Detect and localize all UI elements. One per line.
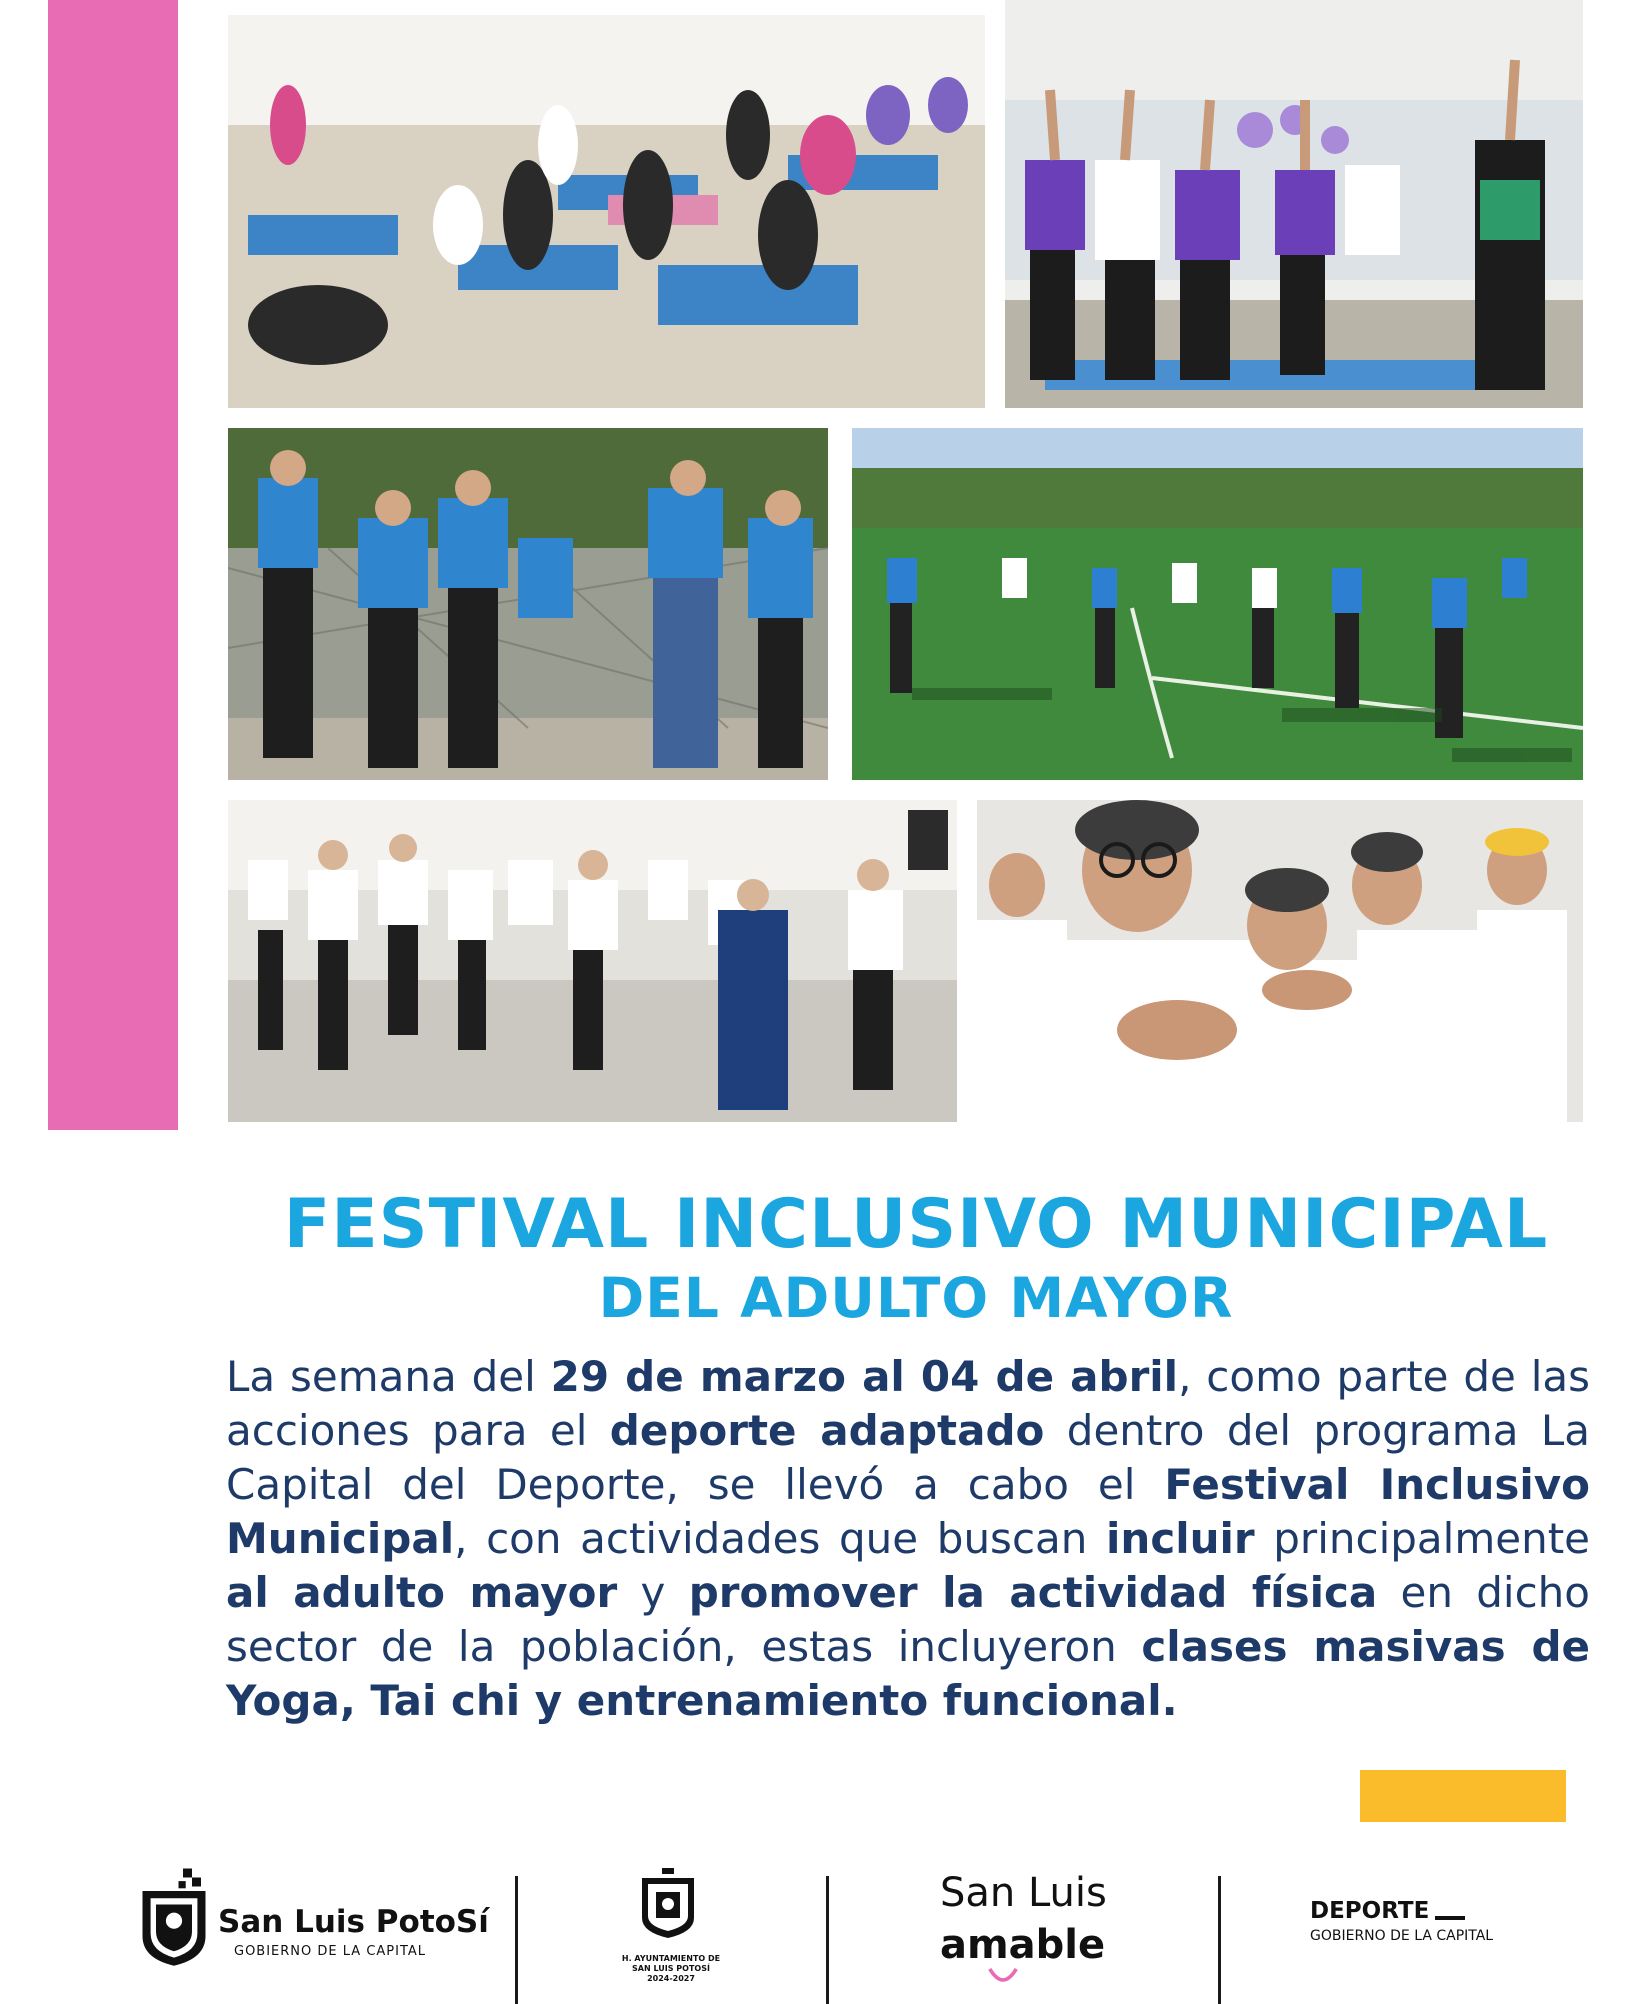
yellow-accent-bar (1360, 1770, 1566, 1822)
body-paragraph: La semana del 29 de marzo al 04 de abril, como parte de las acciones para el deporte adaptado dentro del programa La Capital del Deporte, se llevó a cabo el Festival Inclusivo Municipal, con actividades que buscan incluir principalmente al adulto mayor y promover la actividad física en dicho sector de la población, estas incluyeron clases masivas de Yoga, Tai chi y entrenamiento funcional. (226, 1352, 1591, 1725)
photo-stretch-outdoor-fence (228, 428, 828, 780)
headline-main: FESTIVAL INCLUSIVO MUNICIPAL (283, 1185, 1549, 1264)
ayuntamiento-line2: SAN LUIS POTOSÍ (632, 1964, 710, 1973)
ayuntamiento-line1: H. AYUNTAMIENTO DE (621, 1954, 721, 1963)
ayuntamiento-text (606, 1954, 736, 1984)
photo-field-exercise (852, 428, 1583, 780)
municipal-seal-icon (638, 1868, 698, 1938)
headline-sub: DEL ADULTO MAYOR (598, 1266, 1234, 1330)
heart-icon (980, 1966, 1026, 1988)
photo-tai-chi-closeup (977, 800, 1583, 1122)
logo-deporte (1310, 1898, 1570, 1968)
amable-line1: San Luis (940, 1870, 1107, 1916)
deporte-underscore-mark (1435, 1916, 1465, 1920)
photo-yoga-chairs-indoor (228, 15, 985, 408)
ayuntamiento-line3: 2024-2027 (647, 1974, 695, 1983)
photo-stretch-arms-up-indoor (1005, 0, 1583, 408)
deporte-title: DEPORTE (1310, 1898, 1430, 1924)
logo-ayuntamiento (606, 1868, 736, 1998)
deporte-title-row (1310, 1898, 1465, 1924)
footer-divider (826, 1876, 829, 2004)
logo-san-luis-amable (940, 1870, 1140, 2000)
coat-of-arms-icon (138, 1868, 210, 1968)
logo-san-luis-potosi (138, 1868, 489, 2003)
photo-tai-chi-group (228, 800, 957, 1122)
deporte-subtitle: GOBIERNO DE LA CAPITAL (1310, 1928, 1494, 1944)
pink-accent-bar (48, 0, 178, 1130)
amable-line2: amable (940, 1922, 1106, 1968)
slp-title: San Luis PotoSí (218, 1904, 489, 1940)
slp-subtitle: GOBIERNO DE LA CAPITAL (234, 1944, 427, 1959)
footer-divider (1218, 1876, 1221, 2004)
footer-divider (515, 1876, 518, 2004)
